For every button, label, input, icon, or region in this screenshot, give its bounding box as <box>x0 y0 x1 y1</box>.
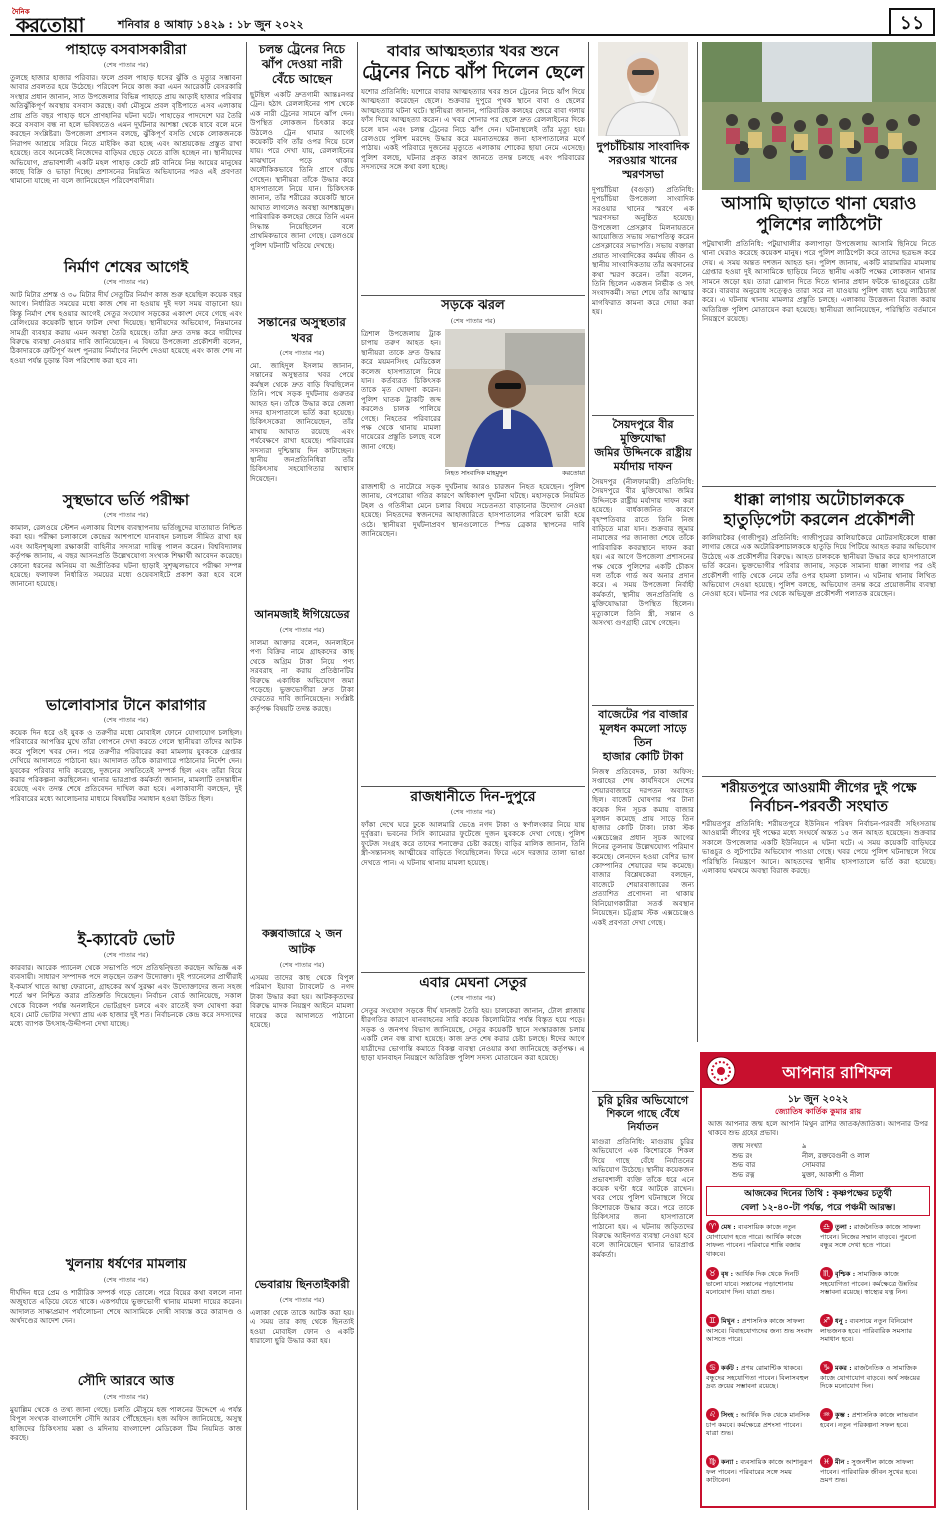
zodiac-sign-icon: ♍ <box>706 1455 719 1468</box>
section-divider <box>592 705 694 706</box>
headline: কক্সবাজারে ২ জন আটক <box>262 927 342 956</box>
lucky-row <box>732 1152 922 1162</box>
article-body: মাগুরা প্রতিনিধি: মাগুরায় চুরির অভিযোগে এক কিশোরকে শিকল দিয়ে গাছে বেঁধে নির্যাতনের অভিযোগ উঠেছে। স্থানীয় কয়েকজন প্রভাবশালী ব্যক্তি তাঁকে ধরে এনে কয়েক ঘণ্টা ধরে আটকে রাখেন। খবর পেয়ে পুলিশ ঘটনাস্থলে গিয়ে কিশোরকে উদ্ধার করে। পরে তাকে চিকিৎসার জন্য হাসপাতালে পাঠানো হয়। এ ঘটনায় জড়িতদের বিরুদ্ধে আইনগত ব্যবস্থা নেওয়া হবে বলে জানিয়েছেন থানার ভারপ্রাপ্ত কর্মকর্তা। <box>592 1137 694 1259</box>
zodiac-sign-cell <box>820 1267 930 1312</box>
continued-label: (শেষ পাতার পর) <box>279 961 325 969</box>
zodiac-sign-text: ব্যবসায়ে নতুন বিনিয়োগ লাভজনক হবে। পারিবারিক সমস্যার সমাধান হবে। <box>820 1317 913 1344</box>
article-body: এলাকা থেকে তাকে আটক করা হয়। এ সময় তার কাছ থেকে ছিনতাই হওয়া মোবাইল ফোন ও একটি ধারালো ছুরি উদ্ধার করা হয়। <box>250 1308 354 1346</box>
section-divider <box>702 776 936 777</box>
continued-label: (শেষ পাতার পর) <box>450 808 496 816</box>
lucky-key: জন্ম সংখ্যা <box>732 1142 763 1150</box>
headline: সড়কে ঝরল <box>441 298 505 313</box>
column-2 <box>250 42 354 1512</box>
horoscope-lucky-table <box>732 1142 922 1180</box>
tithi-banner <box>706 1186 930 1216</box>
headline: ভালোবাসার টানে কারাগার <box>45 696 207 714</box>
headline: মর্যাদায় দাফন <box>613 460 673 473</box>
section-divider <box>592 415 694 416</box>
zodiac-sign-text: রাজনৈতিক কাজে সাফল্য পাবেন। নিজের সম্মান বাড়বে। পুরনো বন্ধুর সঙ্গে দেখা হতে পারে। <box>820 1223 921 1250</box>
zodiac-sign-icon: ♋ <box>706 1361 719 1374</box>
obituary-portrait <box>598 42 688 136</box>
headline: জমির উদ্দিনকে রাষ্ট্রীয় <box>594 446 692 459</box>
zodiac-sign-text: সামাজিক কাজে সহযোগিতা পাবেন। কর্মক্ষেত্রে উন্নতির সম্ভাবনা রয়েছে। স্বাস্থ্যের যত্ন নিন। <box>820 1270 918 1297</box>
article-body: পটুয়াখালী প্রতিনিধি: পটুয়াখালীর কলাপাড়া উপজেলায় আসামি ছিনিয়ে নিতে থানা ঘেরাও করেছে কয়েকশ মানুষ। পরে পুলিশ লাঠিপেটা করে তাদের ছত্রভঙ্গ করে দেয়। এ সময় অন্তত দশজন আহত হন। পুলিশ জানায়, একটি মারামারির মামলায় গ্রেপ্তার হওয়া দুই আসামিকে ছাড়িয়ে নিতে স্থানীয় একটি পক্ষের লোকজন থানার সামনে জড়ো হয়। তারা স্লোগান দিতে দিতে থানার প্রধান ফটকে ভাঙচুরের চেষ্টা করে। বারবার অনুরোধ সত্ত্বেও তারা সরে না যাওয়ায় পুলিশ বাধ্য হয়ে লাঠিচার্জ করে। এ ঘটনায় থানায় মামলার প্রস্তুতি চলছে। এলাকায় উত্তেজনা বিরাজ করায় অতিরিক্ত পুলিশ মোতায়েন করা হয়েছে। স্থানীয়রা জানিয়েছেন, পরিস্থিতি বর্তমানে নিয়ন্ত্রণে রয়েছে। <box>702 239 936 324</box>
zodiac-sign-icon: ♏ <box>820 1267 833 1280</box>
continued-label: (শেষ পাতার পর) <box>103 1276 149 1284</box>
zodiac-sign-cell <box>820 1314 930 1359</box>
zodiac-sign-cell <box>820 1455 930 1500</box>
continued-label: (শেষ পাতার পর) <box>450 317 496 325</box>
continued-label: (শেষ পাতার পর) <box>103 278 149 286</box>
headline: বাজেটের পর বাজার <box>598 708 688 721</box>
zodiac-sign-name: কর্কট : <box>721 1364 741 1372</box>
lead-headline: ট্রেনের নিচে ঝাঁপ দিলেন ছেলে <box>362 62 584 83</box>
column-rule <box>588 42 589 1510</box>
article-body: ছুটছিল একটি দ্রুতগামী আন্তঃনগর ট্রেন। হঠাৎ রেললাইনের পাশ থেকে এক নারী ট্রেনের সামনে ঝাঁপ দেন। উপস্থিত লোকজন চিৎকার করে উঠলেও ট্রেন থামার আগেই কয়েকটি বগি তাঁর ওপর দিয়ে চলে যায়। পরে দেখা যায়, রেললাইনের মাঝখানে পড়ে থাকায় অলৌকিকভাবে তিনি প্রাণে বেঁচে গেছেন। স্থানীয়রা তাঁকে উদ্ধার করে হাসপাতালে নিয়ে যান। চিকিৎসক জানান, তাঁর শরীরের কয়েকটি স্থানে আঘাত লাগলেও অবস্থা আশঙ্কামুক্ত। পারিবারিক কলহের জেরে তিনি এমন সিদ্ধান্ত নিয়েছিলেন বলে প্রাথমিকভাবে জানা গেছে। রেলওয়ে পুলিশ ঘটনাটি খতিয়ে দেখছে। <box>250 90 354 250</box>
zodiac-sign-cell <box>706 1314 816 1359</box>
masthead <box>10 8 935 36</box>
article-body: যশোর প্রতিনিধি: যশোরে বাবার আত্মহত্যার খবর শুনে ট্রেনের নিচে ঝাঁপ দিয়ে আত্মহত্যা করেছেন ছেলে। শুক্রবার দুপুরে পৃথক স্থানে বাবা ও ছেলের আত্মহত্যার ঘটনা ঘটে। স্থানীয়রা জানান, পারিবারিক কলহের জেরে বাবা গলায় ফাঁস দিয়ে আত্মহত্যা করেন। এ খবর শোনার পর ছেলে দ্রুত রেললাইনের দিকে চলে যান এবং চলন্ত ট্রেনের নিচে ঝাঁপ দেন। ঘটনাস্থলেই তাঁর মৃত্যু হয়। রেলওয়ে পুলিশ মরদেহ উদ্ধার করে ময়নাতদন্তের জন্য হাসপাতালের মর্গে পাঠায়। একই পরিবারে দুজনের মৃত্যুতে এলাকায় শোকের ছায়া নেমে এসেছে। পুলিশ বলছে, ঘটনার প্রকৃত কারণ জানতে তদন্ত চলছে এবং পরিবারের সদস্যদের সঙ্গে কথা বলা হচ্ছে। <box>361 87 585 172</box>
zodiac-sign-name: সিংহ : <box>721 1411 741 1419</box>
column-3 <box>361 42 585 1512</box>
column-rule <box>357 42 358 1510</box>
headline: চুরি চুরির অভিযোগে <box>597 1094 689 1107</box>
headline: আনমজাই ঈগিয়েডের <box>254 608 350 621</box>
headline: ধাক্কা লাগায় অটোচালককে <box>734 490 904 509</box>
zodiac-signs-grid <box>706 1220 932 1504</box>
horoscope-header <box>702 1054 934 1088</box>
lucky-row <box>732 1161 922 1171</box>
zodiac-sign-text: ব্যবসায়িক কাজে নতুন যোগাযোগ হতে পারে। আর্থিক কাজে সাফল্য পাবেন। পরিবারে শান্তি বজায় থাকবে। <box>706 1223 802 1258</box>
zodiac-sign-cell <box>820 1220 930 1265</box>
lucky-value: মুক্তা, আকাশী ও নীলা <box>802 1170 864 1179</box>
horoscope-intro: আজ আপনার জন্ম হলে আপনি মিথুন রাশির জাতক/জাতিকা। আপনার উপর থাকবে শুভ গ্রহের প্রভাব। <box>708 1120 928 1137</box>
zodiac-sign-icon: ♑ <box>820 1361 833 1374</box>
crowd-image <box>702 42 936 190</box>
continued-label: (শেষ পাতার পর) <box>103 511 149 519</box>
tithi-line-1: আজকের দিনের তিথি : কৃষ্ণপক্ষের চতুর্থী <box>744 1189 892 1199</box>
section-divider <box>702 486 936 487</box>
zodiac-sign-cell <box>820 1361 930 1406</box>
horoscope-title: আপনার রাশিফল <box>782 1063 892 1082</box>
section-divider <box>361 786 585 787</box>
continued-label: (শেষ পাতার পর) <box>103 1393 149 1401</box>
horoscope-date: ১৮ জুন ২০২২ <box>787 1094 849 1105</box>
section-divider <box>361 295 585 296</box>
article-body: কয়েক দিন ধরে ওই যুবক ও তরুণীর মধ্যে মোবাইল ফোনে যোগাযোগ চলছিল। পরিবারের আপত্তির মুখে তাঁরা গোপনে দেখা করতে গেলে স্থানীয়রা তাঁদের আটক করে পুলিশে খবর দেন। পরে তরুণীর পরিবারের করা মামলায় যুবককে গ্রেপ্তার দেখিয়ে আদালতে পাঠানো হয়। আদালত তাঁকে কারাগারে পাঠানোর নির্দেশ দেন। যুবকের পরিবার দাবি করেছে, দুজনের সম্মতিতেই সম্পর্ক ছিল এবং তাঁরা বিয়ে করার পরিকল্পনা করছিলেন। থানার ভারপ্রাপ্ত কর্মকর্তা জানান, মামলাটি তদন্তাধীন রয়েছে এবং তদন্ত শেষে প্রতিবেদন দাখিল করা হবে। এলাকাবাসী বলছেন, দুই পরিবারের মধ্যে আলোচনার মাধ্যমে বিষয়টির সমাধান হওয়া উচিত ছিল। <box>10 728 242 803</box>
zodiac-sign-name: কুম্ভ : <box>835 1411 852 1419</box>
headline: পুলিশের লাঠিপেটা <box>756 215 882 235</box>
lucky-key: শুভ রত্ন <box>732 1170 755 1179</box>
lucky-key: শুভ রং <box>732 1151 753 1160</box>
headline: স্মরণসভা <box>622 168 664 181</box>
zodiac-sign-icon: ♊ <box>706 1314 719 1327</box>
zodiac-sign-name: মেষ : <box>721 1223 738 1231</box>
headline: মূলধন কমলো সাড়ে তিন <box>599 722 687 749</box>
zodiac-sign-name: তুলা : <box>835 1223 854 1231</box>
zodiac-sign-text: রাজনৈতিক ও সামাজিক কাজে যোগাযোগ বাড়বে। অর্থ সঞ্চয়ের দিকে মনোযোগ দিন। <box>820 1364 920 1391</box>
journalist-photo <box>445 329 585 467</box>
headline: দুপচাঁচিয়ায় সাংবাদিক <box>596 140 690 153</box>
zodiac-sign-name: মীন : <box>835 1458 852 1466</box>
lucky-key: শুভ বার <box>732 1161 756 1169</box>
article-body: আট মিটার প্রশস্ত ও ৩০ মিটার দীর্ঘ সেতুটির নির্মাণ কাজ শুরু হয়েছিল কয়েক বছর আগে। নির্ধারিত সময়ের মধ্যে কাজ শেষ না হওয়ায় দুই দফা সময় বাড়ানো হয়। কিন্তু নির্মাণ শেষ হওয়ার আগেই সেতুর সংযোগ সড়কের একাংশ দেবে গেছে এবং রেলিংয়ের কয়েকটি স্থানে ফাটল দেখা দিয়েছে। স্থানীয়দের অভিযোগ, নিম্নমানের সামগ্রী ব্যবহার করায় এমন অবস্থা তৈরি হয়েছে। তাঁরা দ্রুত তদন্ত করে দায়ীদের বিরুদ্ধে ব্যবস্থা নেওয়ার দাবি জানিয়েছেন। এ বিষয়ে উপজেলা প্রকৌশলী বলেন, ঠিকাদারকে ত্রুটিপূর্ণ অংশ পুনরায় নির্মাণের নির্দেশ দেওয়া হয়েছে এবং কাজ শেষ না হওয়া পর্যন্ত চূড়ান্ত বিল পরিশোধ করা হবে না। <box>10 290 242 365</box>
zodiac-sign-name: কন্যা : <box>721 1458 741 1466</box>
zodiac-wheel-icon <box>706 1056 736 1086</box>
horoscope-byline: জ্যোতিষ কার্তিক কুমার রায় <box>774 1106 862 1116</box>
article-body: শরীয়তপুর প্রতিনিধি: শরীয়তপুরে ইউনিয়ন পরিষদ নির্বাচন-পরবর্তী সহিংসতায় আওয়ামী লীগের দুই পক্ষের মধ্যে সংঘর্ষে অন্তত ১৫ জন আহত হয়েছেন। শুক্রবার সকালে উপজেলার একটি ইউনিয়নে এ ঘটনা ঘটে। এ সময় কয়েকটি বাড়িঘরে ভাঙচুর ও লুটপাটের অভিযোগ পাওয়া গেছে। খবর পেয়ে পুলিশ ঘটনাস্থলে গিয়ে পরিস্থিতি নিয়ন্ত্রণে আনে। আহতদের স্থানীয় হাসপাতালে ভর্তি করা হয়েছে। এলাকায় থমথমে অবস্থা বিরাজ করছে। <box>702 819 936 876</box>
zodiac-sign-text: আর্থিক দিক থেকে দিনটি ভালো যাবে। সন্তানের পড়াশোনায় মনোযোগ দিন। যাত্রা শুভ। <box>706 1270 800 1297</box>
zodiac-sign-cell <box>706 1361 816 1406</box>
zodiac-sign-text: ব্যবসায়িক কাজে আশানুরূপ ফল পাবেন। পরিবারের সঙ্গে সময় কাটাবেন। <box>706 1458 813 1485</box>
zodiac-sign-text: প্রশাসনিক কাজে সাফল্য আসবে। বিবাহযোগ্যদের জন্য শুভ সংবাদ আসতে পারে। <box>706 1317 813 1344</box>
zodiac-sign-cell <box>820 1408 930 1453</box>
article-body: সৈয়দপুর (নীলফামারী) প্রতিনিধি: সৈয়দপুরে বীর মুক্তিযোদ্ধা জমির উদ্দিনকে রাষ্ট্রীয় মর্যাদায় দাফন করা হয়েছে। বার্ধক্যজনিত কারণে বৃহস্পতিবার রাতে তিনি নিজ বাড়িতে মারা যান। শুক্রবার জুমার নামাজের পর জানাজা শেষে তাঁকে পারিবারিক কবরস্থানে দাফন করা হয়। এর আগে উপজেলা প্রশাসনের পক্ষ থেকে পুলিশের একটি চৌকস দল তাঁকে গার্ড অব অনার প্রদান করে। এ সময় উপজেলা নির্বাহী কর্মকর্তা, স্থানীয় জনপ্রতিনিধি ও মুক্তিযোদ্ধারা উপস্থিত ছিলেন। মৃত্যুকালে তিনি স্ত্রী, সন্তান ও অসংখ্য গুণগ্রাহী রেখে গেছেন। <box>592 477 694 628</box>
page-number: ১১ <box>889 8 935 34</box>
zodiac-sign-cell <box>706 1267 816 1312</box>
continued-label: (শেষ পাতার পর) <box>279 626 325 634</box>
horoscope-box <box>700 1052 936 1508</box>
column-rule <box>246 42 247 1510</box>
article-body: সালমা আক্তার বলেন, অনলাইনে পণ্য বিক্রির নামে গ্রাহকদের কাছ থেকে অগ্রিম টাকা নিয়ে পণ্য সরবরাহ না করায় প্রতিষ্ঠানটির বিরুদ্ধে একাধিক অভিযোগ জমা পড়েছে। ভুক্তভোগীরা দ্রুত টাকা ফেরতের দাবি জানিয়েছেন। সংশ্লিষ্ট কর্তৃপক্ষ বিষয়টি তদন্ত করছে। <box>250 638 354 713</box>
zodiac-sign-cell <box>706 1220 816 1265</box>
zodiac-sign-name: বৃষ : <box>721 1270 736 1278</box>
headline: নির্মাণ শেষের আগেই <box>63 258 189 276</box>
zodiac-sign-text: প্রণয় রোমান্টিক থাকবে। বন্ধুদের সহযোগিতা পাবেন। বিলাসবহুল দ্রব্য ক্রয়ের সম্ভাবনা রয়েছে। <box>706 1364 809 1391</box>
zodiac-sign-icon: ♉ <box>706 1267 719 1280</box>
zodiac-sign-name: ধনু : <box>835 1317 850 1325</box>
article-body: দীর্ঘদিন ধরে প্রেম ও শারীরিক সম্পর্ক গড়ে তোলে। পরে বিয়ের কথা বললে নানা অজুহাতে এড়িয়ে যেতে থাকে। একপর্যায়ে ভুক্তভোগী থানায় মামলা দায়ের করেন। আদালত সাক্ষ্যপ্রমাণ পর্যালোচনা শেষে আসামিকে দোষী সাব্যস্ত করে কারাদণ্ড ও অর্থদণ্ডের আদেশ দেন। <box>10 1288 242 1326</box>
article-body: কালিয়াকৈর (গাজীপুর) প্রতিনিধি: গাজীপুরের কালিয়াকৈরে মোটরসাইকেলে ধাক্কা লাগার জেরে এক অটোরিকশাচালককে হাতুড়ি দিয়ে পিটিয়ে আহত করার অভিযোগ উঠেছে এক প্রকৌশলীর বিরুদ্ধে। আহত চালককে স্থানীয়রা উদ্ধার করে হাসপাতালে ভর্তি করেন। ভুক্তভোগীর পরিবার জানায়, সড়কে সামান্য ধাক্কা লাগার পর ওই প্রকৌশলী গাড়ি থেকে নেমে তাঁর ওপর হামলা চালান। এ ঘটনায় থানায় লিখিত অভিযোগ দেওয়া হয়েছে। পুলিশ বলছে, অভিযোগ তদন্ত করে প্রয়োজনীয় ব্যবস্থা নেওয়া হবে। ঘটনার পর থেকে অভিযুক্ত প্রকৌশলী পলাতক রয়েছেন। <box>702 533 936 599</box>
headline: এবার মেঘনা সেতুর <box>419 975 527 991</box>
headline: হাজার কোটি টাকা <box>602 750 684 763</box>
zodiac-sign-icon: ♈ <box>706 1220 719 1233</box>
continued-label: (শেষ পাতার পর) <box>279 349 325 357</box>
headline: খুলনায় ধর্ষণের মামলায় <box>65 1257 187 1272</box>
headline: শিকলে গাছে বেঁধে নির্যাতন <box>606 1109 680 1133</box>
lucky-value: নীল, রক্তবেগুনী ও লাল <box>802 1151 870 1160</box>
dateline: শনিবার ৪ আষাঢ় ১৪২৯ : ১৮ জুন ২০২২ <box>118 18 304 31</box>
zodiac-sign-icon: ♐ <box>820 1314 833 1327</box>
column-5 <box>702 42 936 1042</box>
zodiac-sign-name: বৃশ্চিক : <box>835 1270 858 1278</box>
lucky-row <box>732 1142 922 1152</box>
zodiac-sign-text: আর্থিক দিক থেকে মানসিক চাপ কমবে। কর্মক্ষেত্রে প্রশংসা পাবেন। যাত্রা শুভ। <box>706 1411 810 1438</box>
lucky-row <box>732 1171 922 1181</box>
article-body: মুয়াল্লিম থেকে ও তথ্য জানা গেছে। চলতি মৌসুমে হজ পালনের উদ্দেশে এ পর্যন্ত বিপুল সংখ্যক বাংলাদেশি সৌদি আরব পৌঁছেছেন। হজ অফিস জানিয়েছে, অসুস্থ হাজিদের চিকিৎসায় মক্কা ও মদিনায় বাংলাদেশ মেডিকেল টিম নিয়মিত কাজ করছে। <box>10 1405 242 1443</box>
zodiac-sign-name: মিথুন : <box>721 1317 742 1325</box>
zodiac-sign-icon: ♎ <box>820 1220 833 1233</box>
zodiac-sign-text: প্রশাসনিক কাজে লাভবান হবেন। নতুন পরিকল্পনা সফল হবে। <box>820 1411 918 1429</box>
column-4 <box>592 42 694 1512</box>
zodiac-sign-cell <box>706 1408 816 1453</box>
road-story-block <box>361 329 585 479</box>
portrait-image <box>598 42 688 136</box>
article-body: দুপচাঁচিয়া (বগুড়া) প্রতিনিধি: দুপচাঁচিয়া উপজেলা সাংবাদিক সরওয়ার খানের স্মরণে এক স্মরণসভা অনুষ্ঠিত হয়েছে। উপজেলা প্রেসক্লাব মিলনায়তনে আয়োজিত সভায় সভাপতিত্ব করেন প্রেসক্লাবের সভাপতি। সভায় বক্তারা প্রয়াত সাংবাদিকের কর্মময় জীবন ও স্থানীয় সাংবাদিকতায় তাঁর অবদানের কথা স্মরণ করেন। তাঁরা বলেন, তিনি ছিলেন একজন নির্ভীক ও সৎ সংবাদকর্মী। সভা শেষে তাঁর আত্মার মাগফিরাত কামনা করে দোয়া করা হয়। <box>592 185 694 317</box>
obituary-headline <box>592 140 694 182</box>
article-body: এসময় তাদের কাছ থেকে বিপুল পরিমাণ ইয়াবা ট্যাবলেট ও নগদ টাকা উদ্ধার করা হয়। আটককৃতদের বিরুদ্ধে মাদক নিয়ন্ত্রণ আইনে মামলা দায়ের করে আদালতে পাঠানো হয়েছে। <box>250 973 354 1030</box>
lucky-value: সোমবার <box>802 1161 826 1169</box>
zodiac-sign-name: মকর : <box>835 1364 854 1372</box>
article-body: সেতুর সংযোগ সড়কে দীর্ঘ যানজট তৈরি হয়। চালকেরা জানান, টোল প্লাজায় ধীরগতির কারণে যানবাহনের সারি কয়েক কিলোমিটার পর্যন্ত বিস্তৃত হয়ে পড়ে। সড়ক ও জনপথ বিভাগ জানিয়েছে, সেতুর কয়েকটি স্থানে সংস্কারকাজ চলায় একটি লেন বন্ধ রাখা হয়েছে। কাজ দ্রুত শেষ করার চেষ্টা চলছে। ঈদের আগে যাত্রীদের ভোগান্তি কমাতে বিকল্প ব্যবস্থা নেওয়ার কথা জানিয়েছে কর্তৃপক্ষ। এ ছাড়া যানবাহন নিয়ন্ত্রণে অতিরিক্ত পুলিশ সদস্য মোতায়েন করা হয়েছে। <box>361 1006 585 1063</box>
lead-kicker: বাবার আত্মহত্যার খবর শুনে <box>387 42 559 60</box>
continued-label: (শেষ পাতার পর) <box>279 1296 325 1304</box>
section-divider <box>361 972 585 973</box>
tithi-line-2: বেলা ১২-৪০-টা পর্যন্ত, পরে পঞ্চমী আরম্ভ। <box>740 1203 896 1213</box>
column-1 <box>10 42 242 1512</box>
headline: সন্তানের অসুস্থতার খবর <box>258 315 346 345</box>
logo-small-text: দৈনিক <box>12 7 30 16</box>
continued-label: (শেষ পাতার পর) <box>103 61 149 69</box>
lucky-value: ৯ <box>802 1142 807 1150</box>
headline: ভেবারায় ছিনতাইকারী <box>254 1278 350 1291</box>
article-body: রাজশাহী ও নাটোরে সড়ক দুর্ঘটনায় আরও চারজন নিহত হয়েছেন। পুলিশ জানায়, বেপরোয়া গতির কারণে অধিকাংশ দুর্ঘটনা ঘটছে। মহাসড়কে নিয়মিত টহল ও গতিসীমা মেনে চলার বিষয়ে সচেতনতা বাড়ানোর উদ্যোগ নেওয়া হয়েছে। নিহতদের স্বজনদের আহাজারিতে হাসপাতালের পরিবেশ ভারী হয়ে ওঠে। স্থানীয়রা দুর্ঘটনাপ্রবণ স্থানগুলোতে স্পিড ব্রেকার স্থাপনের দাবি জানিয়েছেন। <box>361 482 585 539</box>
article-body: ত্রিশাল উপজেলায় ট্রাক চাপায় তরুণ আহত হন। স্থানীয়রা তাকে দ্রুত উদ্ধার করে ময়মনসিংহ মেডিকেল কলেজ হাসপাতালে নিয়ে যান। কর্তব্যরত চিকিৎসক তাকে মৃত ঘোষণা করেন। পুলিশ ঘাতক ট্রাকটি জব্দ করলেও চালক পালিয়ে গেছে। নিহতের পরিবারের পক্ষ থেকে থানায় মামলা দায়েরের প্রস্তুতি চলছে বলে জানা গেছে। <box>361 329 441 451</box>
logo-main-text: করতোয়া <box>16 13 84 37</box>
headline: চলন্ত ট্রেনের নিচে ঝাঁপ দেওয়া নারী বেঁচে আছেন <box>259 42 345 86</box>
zodiac-sign-icon: ♒ <box>820 1408 833 1421</box>
headline: নির্বাচন-পরবর্তী সংঘাত <box>749 797 888 815</box>
article-body: ফাঁকা দেখে ঘরে ঢুকে আলমারি ভেঙে নগদ টাকা ও স্বর্ণালংকার নিয়ে যায় দুর্বৃত্তরা। ভবনের সিসি ক্যামেরার ফুটেজে দুজন যুবককে দেখা গেছে। পুলিশ ফুটেজ সংগ্রহ করে তাদের শনাক্তের চেষ্টা করছে। বাড়ির মালিক জানান, তিনি স্ত্রী-সন্তানসহ আত্মীয়ের বাড়িতে গিয়েছিলেন। ফিরে এসে দরজার তালা ভাঙা দেখতে পান। এ ঘটনায় থানায় মামলা হয়েছে। <box>361 820 585 867</box>
column-rule <box>697 42 698 1042</box>
headline: সৈয়দপুরে বীর মুক্তিযোদ্ধা <box>612 418 674 445</box>
section-divider <box>592 1091 694 1092</box>
zodiac-sign-icon: ♌ <box>706 1408 719 1421</box>
headline: হাতুড়িপেটা করলেন প্রকৌশলী <box>723 510 915 529</box>
headline: শরীয়তপুরে আওয়ামী লীগের দুই পক্ষে <box>721 781 917 796</box>
article-body: মো. জাহিদুল ইসলাম জানান, সন্তানের অসুস্থতার খবর পেয়ে কর্মস্থল থেকে দ্রুত বাড়ি ফিরছিলেন তিনি। পথে সড়ক দুর্ঘটনায় গুরুতর আহত হন। তাঁকে উদ্ধার করে জেলা সদর হাসপাতালে ভর্তি করা হয়েছে। চিকিৎসকেরা জানিয়েছেন, তাঁর মাথায় আঘাত রয়েছে এবং পর্যবেক্ষণে রাখা হয়েছে। পরিবারের সদস্যরা দুশ্চিন্তায় দিন কাটাচ্ছেন। স্থানীয় জনপ্রতিনিধিরা তাঁর চিকিৎসায় সহযোগিতার আশ্বাস দিয়েছেন। <box>250 361 354 483</box>
zodiac-sign-text: সুজনশীল কাজে সাফল্য পাবেন। পারিবারিক জীবন সুখের হবে। ভ্রমণ শুভ। <box>820 1458 918 1485</box>
headline: পাহাড়ে বসবাসকারীরা <box>65 42 187 58</box>
portrait-image <box>445 329 585 467</box>
article-body: কারবার। আরেক প্যানেল থেকে সভাপতি পদে প্রতিদ্বন্দ্বিতা করছেন অভিজ্ঞ এক ব্যবসায়ী। সাধারণ সম্পাদক পদে লড়ছেন তরুণ উদ্যোক্তা। দুই প্যানেলের প্রার্থীরাই ই-কমার্স খাতে আস্থা ফেরানো, গ্রাহকের অর্থ সুরক্ষা এবং উদ্যোক্তাদের জন্য সহজ শর্তে ঋণ নিশ্চিত করার প্রতিশ্রুতি দিয়েছেন। নির্বাচন বোর্ড জানিয়েছে, সকাল থেকে বিকেল পর্যন্ত অনলাইনে ভোটগ্রহণ চলবে এবং রাতেই ফল ঘোষণা করা হবে। মোট ভোটার সংখ্যা প্রায় এক হাজার দুই শত। নির্বাচনকে কেন্দ্র করে সদস্যদের মধ্যে ব্যাপক উৎসাহ-উদ্দীপনা দেখা যাচ্ছে। <box>10 963 242 1029</box>
photo-caption: নিহত সাংবাদিক মাহমুদুল <box>445 469 508 477</box>
headline: আসামি ছাড়াতে থানা ঘেরাও <box>721 194 917 214</box>
headline: রাজধানীতে দিন-দুপুরে <box>410 789 536 805</box>
photo-credit: করতোয়া <box>562 469 585 477</box>
zodiac-sign-icon: ♓ <box>820 1455 833 1468</box>
crowd-photo <box>702 42 936 190</box>
continued-label: (শেষ পাতার পর) <box>103 951 149 959</box>
continued-label: (শেষ পাতার পর) <box>450 994 496 1002</box>
zodiac-sign-cell <box>706 1455 816 1500</box>
headline: ই-ক্যাবেট ভোট <box>77 930 175 949</box>
headline: সুস্থভাবে ভর্তি পরীক্ষা <box>62 491 190 509</box>
headline: সৌদি আরবে আত্ত <box>77 1374 175 1389</box>
continued-label: (শেষ পাতার পর) <box>103 716 149 724</box>
article-body: তুলছে হাজার হাজার পরিবার। ফলে প্রবল পাহাড় ধসের ঝুঁকি ও মৃত্যুর সম্ভাবনা আবার প্রবলতর হয়ে উঠেছে। পরিবেশ নিয়ে কাজ করা এমন আরেকটি বেসরকারি সংস্থার প্রধান জানান, সাত উপজেলার বিভিন্ন পাহাড়ে প্রায় আড়াই হাজার পরিবার অতিঝুঁকিপূর্ণ অবস্থায় বসবাস করছে। বর্ষা মৌসুমে প্রবল বৃষ্টিপাতে এসব এলাকায় প্রায় প্রতি বছর পাহাড় ধসে প্রাণহানির ঘটনা ঘটে। পাহাড়ের পাদদেশে ঘর তৈরি করে বসবাস বন্ধ না হলে ভবিষ্যতেও এমন দুর্ঘটনার আশঙ্কা থেকে যাবে বলে মনে করছেন সংশ্লিষ্টরা। উপজেলা প্রশাসন বলছে, ঝুঁকিপূর্ণ বসতি থেকে লোকজনকে নিরাপদ আশ্রয়ে সরিয়ে নিতে মাইকিং করা হচ্ছে এবং আশ্রয়কেন্দ্র প্রস্তুত রাখা হয়েছে। তবে অনেকেই নিজেদের বাড়িঘর ছেড়ে যেতে রাজি হচ্ছেন না। স্থানীয়দের অভিযোগ, প্রভাবশালী একটি মহল পাহাড় কেটে প্লট বানিয়ে নিম্ন আয়ের মানুষের কাছে বিক্রি ও ভাড়া দিচ্ছে। প্রশাসনের নিয়মিত অভিযানের পরও এই প্রবণতা থামানো যাচ্ছে না বলে জানিয়েছেন পরিবেশবাদীরা। <box>10 73 242 186</box>
newspaper-logo <box>10 6 105 36</box>
article-body: নিজস্ব প্রতিবেদক, ঢাকা অফিস: সপ্তাহের শেষ কার্যদিবসে দেশের শেয়ারবাজারে দরপতন অব্যাহত ছিল। বাজেট ঘোষণার পর টানা কয়েক দিন সূচক কমায় বাজার মূলধন কমেছে প্রায় সাড়ে তিন হাজার কোটি টাকা। ঢাকা স্টক এক্সচেঞ্জের প্রধান সূচক আগের দিনের তুলনায় উল্লেখযোগ্য পরিমাণ কমেছে। লেনদেন হওয়া বেশির ভাগ কোম্পানির শেয়ারের দাম কমেছে। বাজার বিশ্লেষকেরা বলছেন, বাজেটে শেয়ারবাজারের জন্য প্রত্যাশিত প্রণোদনা না থাকায় বিনিয়োগকারীরা সতর্ক অবস্থান নিয়েছেন। চট্টগ্রাম স্টক এক্সচেঞ্জেও একই প্রবণতা দেখা গেছে। <box>592 767 694 927</box>
headline: সরওয়ার খানের <box>608 154 678 167</box>
article-body: কামাল, রেলওয়ে স্টেশন এলাকায় বিশেষ ব্যবস্থাপনায় ভর্তিচ্ছুদের যাতায়াত নিশ্চিত করা হয়। পরীক্ষা চলাকালে কেন্দ্রের আশপাশে যানবাহন চলাচল সীমিত রাখা হয় এবং আইনশৃঙ্খলা রক্ষাকারী বাহিনীর সদস্যরা দায়িত্ব পালন করেন। বিশ্ববিদ্যালয় কর্তৃপক্ষ জানায়, এ বছর আসনপ্রতি উল্লেখযোগ্য সংখ্যক শিক্ষার্থী আবেদন করেছে। কোনো ধরনের অনিয়ম বা অপ্রীতিকর ঘটনা ছাড়াই সুশৃঙ্খলভাবে পরীক্ষা সম্পন্ন হয়েছে। ফলাফল নির্ধারিত সময়ের মধ্যে ওয়েবসাইটে প্রকাশ করা হবে বলে জানানো হয়েছে। <box>10 523 242 589</box>
